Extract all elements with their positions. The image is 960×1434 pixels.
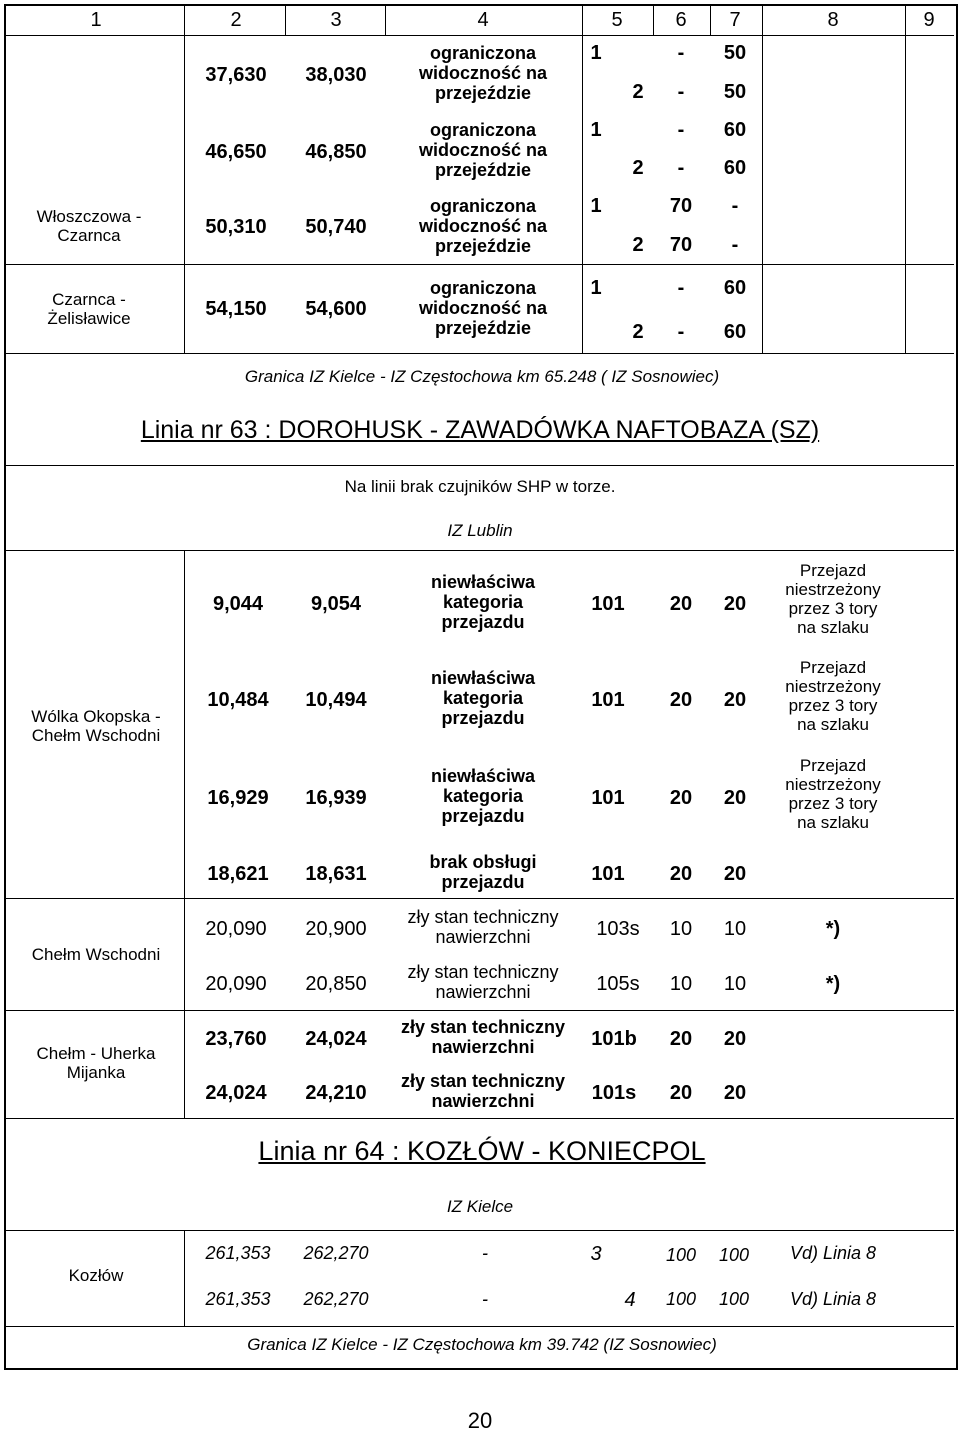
reason: niewłaściwa kategoria przejazdu [430, 766, 536, 827]
track: 101s [591, 1082, 637, 1104]
reason: ograniczona widoczność na przejeździe [418, 43, 548, 104]
reason: brak obsługi przejazdu [429, 852, 537, 893]
remark: Vd) Linia 8 [789, 1289, 877, 1309]
reason: - [482, 1289, 488, 1309]
speed-b: 100 [718, 1289, 750, 1309]
page-number: 20 [467, 1408, 493, 1433]
speed-b: 20 [723, 1028, 747, 1050]
speed-b: 20 [723, 863, 747, 885]
km-to: 24,024 [305, 1028, 367, 1050]
iz-label: IZ Kielce [446, 1197, 514, 1216]
remark: Vd) Linia 8 [789, 1243, 877, 1263]
km-from: 37,630 [205, 64, 267, 86]
km-from: 261,353 [205, 1243, 271, 1263]
speed-b: 60 [723, 157, 747, 179]
km-to: 16,939 [305, 787, 367, 809]
station-name: Chełm Wschodni [31, 945, 161, 964]
speed-b: 100 [718, 1245, 750, 1265]
speed-b: 50 [723, 42, 747, 64]
station-name: Chełm - Uherka Mijanka [36, 1044, 156, 1083]
km-to: 20,850 [305, 973, 367, 995]
reason: - [482, 1243, 488, 1263]
shp-note: Na linii brak czujników SHP w torze. [344, 477, 616, 496]
station-name: Kozłów [68, 1266, 124, 1285]
reason: zły stan techniczny nawierzchni [400, 1017, 566, 1058]
track: 105s [596, 973, 640, 995]
km-to: 262,270 [303, 1289, 369, 1309]
speed-a: 20 [669, 863, 693, 885]
boundary-note: Granica IZ Kielce - IZ Częstochowa km 65.248 ( IZ Sosnowiec) [244, 367, 720, 386]
column-header: 7 [729, 9, 741, 31]
track: 2 [632, 234, 644, 256]
station-name: Włoszczowa - Czarnca [36, 207, 142, 246]
km-from: 10,484 [207, 689, 269, 711]
km-from: 20,090 [205, 973, 267, 995]
column-header: 1 [90, 9, 102, 31]
remark: Przejazd niestrzeżony przez 3 tory na szlaku [785, 658, 881, 735]
km-from: 16,929 [207, 787, 269, 809]
track: 2 [632, 321, 644, 343]
speed-a: 70 [669, 195, 693, 217]
speed-a: - [677, 42, 685, 64]
speed-a: 20 [669, 1028, 693, 1050]
speed-a: 20 [669, 593, 693, 615]
speed-a: - [677, 321, 685, 343]
iz-label: IZ Lublin [447, 521, 513, 540]
speed-b: 20 [723, 1082, 747, 1104]
km-from: 50,310 [205, 216, 267, 238]
column-header: 9 [923, 9, 935, 31]
column-header: 5 [611, 9, 623, 31]
remark: Przejazd niestrzeżony przez 3 tory na szlaku [785, 561, 881, 638]
station-name: Wólka Okopska - Chełm Wschodni [31, 707, 161, 746]
speed-a: 20 [669, 787, 693, 809]
reason: zły stan techniczny nawierzchni [407, 962, 559, 1003]
section-title: Linia nr 63 : DOROHUSK - ZAWADÓWKA NAFTOBAZA (SZ) [140, 416, 820, 444]
km-from: 20,090 [205, 918, 267, 940]
km-to: 18,631 [305, 863, 367, 885]
speed-b: 60 [723, 119, 747, 141]
km-to: 262,270 [303, 1243, 369, 1263]
speed-b: 10 [723, 973, 747, 995]
reason: ograniczona widoczność na przejeździe [418, 120, 548, 181]
column-header: 8 [827, 9, 839, 31]
km-to: 38,030 [305, 64, 367, 86]
km-from: 54,150 [205, 298, 267, 320]
track: 1 [590, 119, 602, 141]
track: 101b [591, 1028, 637, 1050]
track: 1 [590, 42, 602, 64]
km-to: 50,740 [305, 216, 367, 238]
speed-b: 50 [723, 81, 747, 103]
km-to: 54,600 [305, 298, 367, 320]
speed-a: - [677, 157, 685, 179]
column-header: 2 [230, 9, 242, 31]
reason: ograniczona widoczność na przejeździe [418, 196, 548, 257]
speed-a: 100 [665, 1245, 697, 1265]
speed-b: 60 [723, 277, 747, 299]
track: 2 [632, 157, 644, 179]
remark: *) [825, 918, 841, 940]
station-name: Czarnca - Żelisławice [47, 290, 131, 329]
speed-a: 70 [669, 234, 693, 256]
speed-b: - [731, 195, 739, 217]
speed-a: 10 [669, 973, 693, 995]
track: 101 [591, 689, 625, 711]
reason: niewłaściwa kategoria przejazdu [430, 572, 536, 633]
track: 4 [624, 1289, 636, 1311]
track: 1 [590, 195, 602, 217]
section-title: Linia nr 64 : KOZŁÓW - KONIECPOL [258, 1136, 706, 1166]
speed-a: - [677, 277, 685, 299]
column-header: 4 [477, 9, 489, 31]
remark: Przejazd niestrzeżony przez 3 tory na szlaku [785, 756, 881, 833]
track: 101 [591, 863, 625, 885]
column-header: 6 [675, 9, 687, 31]
speed-a: - [677, 119, 685, 141]
track: 101 [591, 787, 625, 809]
boundary-note: Granica IZ Kielce - IZ Częstochowa km 39.742 (IZ Sosnowiec) [247, 1335, 717, 1354]
km-from: 261,353 [205, 1289, 271, 1309]
speed-a: 20 [669, 1082, 693, 1104]
track: 1 [590, 277, 602, 299]
track: 101 [591, 593, 625, 615]
speed-b: 20 [723, 593, 747, 615]
remark: *) [825, 973, 841, 995]
speed-b: 60 [723, 321, 747, 343]
km-from: 9,044 [212, 593, 264, 615]
speed-b: 20 [723, 689, 747, 711]
km-from: 46,650 [205, 141, 267, 163]
speed-b: 10 [723, 918, 747, 940]
speed-a: 100 [665, 1289, 697, 1309]
speed-a: 20 [669, 689, 693, 711]
km-from: 24,024 [205, 1082, 267, 1104]
speed-a: - [677, 81, 685, 103]
track: 103s [596, 918, 640, 940]
track: 2 [632, 81, 644, 103]
km-from: 23,760 [205, 1028, 267, 1050]
reason: zły stan techniczny nawierzchni [407, 907, 559, 948]
reason: niewłaściwa kategoria przejazdu [430, 668, 536, 729]
speed-a: 10 [669, 918, 693, 940]
km-from: 18,621 [207, 863, 269, 885]
speed-b: - [731, 234, 739, 256]
km-to: 9,054 [310, 593, 362, 615]
km-to: 24,210 [305, 1082, 367, 1104]
speed-b: 20 [723, 787, 747, 809]
reason: ograniczona widoczność na przejeździe [418, 278, 548, 339]
km-to: 10,494 [305, 689, 367, 711]
track: 3 [590, 1243, 602, 1265]
km-to: 46,850 [305, 141, 367, 163]
km-to: 20,900 [305, 918, 367, 940]
column-header: 3 [330, 9, 342, 31]
reason: zły stan techniczny nawierzchni [400, 1071, 566, 1112]
